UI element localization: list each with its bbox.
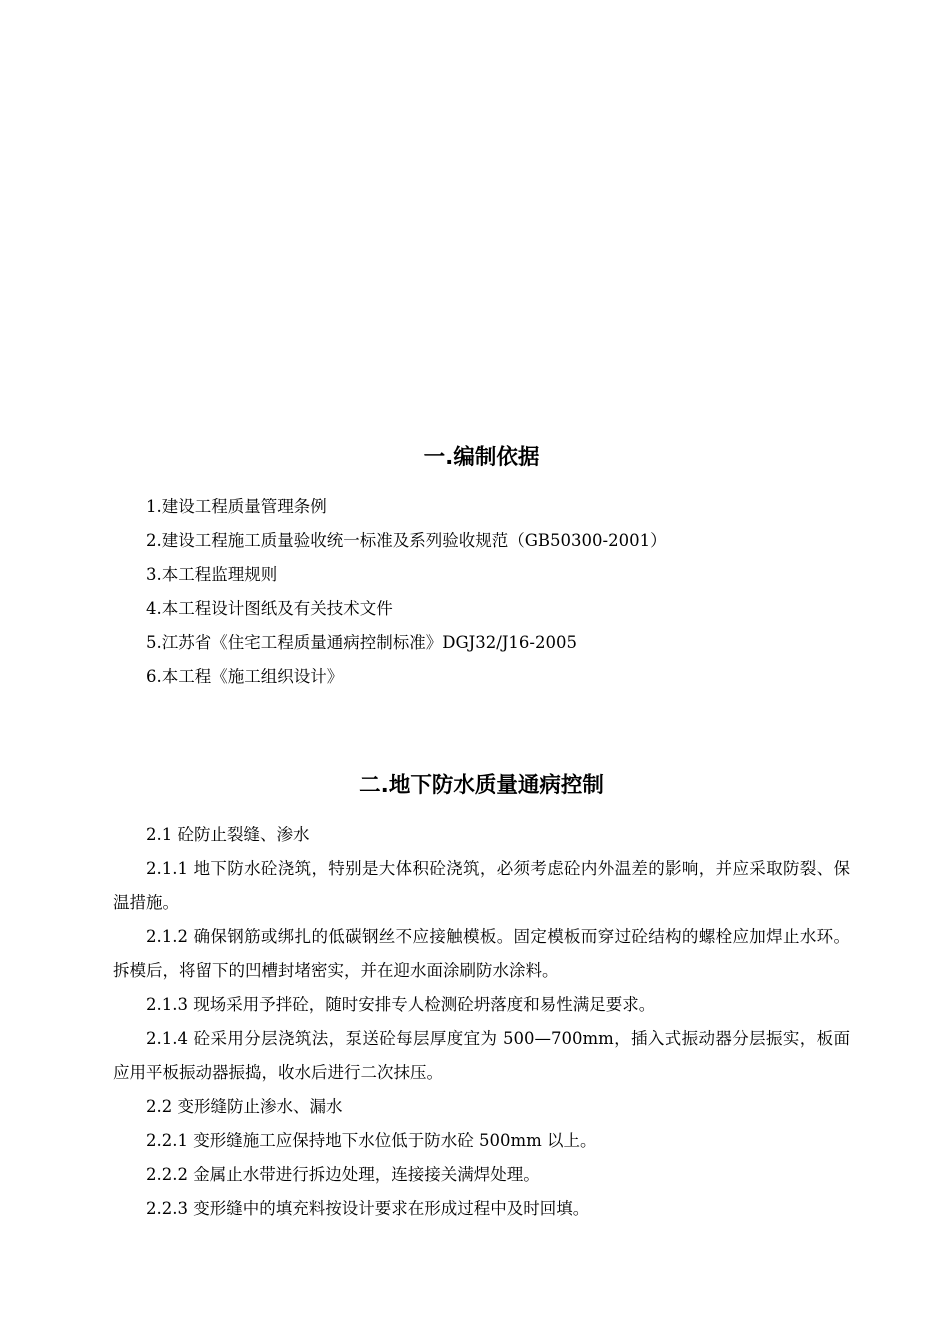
paragraph: 2.2.3 变形缝中的填充料按设计要求在形成过程中及时回填。 (146, 1199, 590, 1218)
paragraph: 2.2.1 变形缝施工应保持地下水位低于防水砼 500mm 以上。 (146, 1131, 597, 1150)
section-body (113, 818, 850, 1226)
list-item: 6.本工程《施工组织设计》 (146, 667, 344, 686)
basis-list (113, 490, 850, 694)
paragraph: 2.1.1 地下防水砼浇筑，特别是大体积砼浇筑，必须考虑砼内外温差的影响，并应采取防裂、保温措施。 (113, 859, 850, 912)
list-item: 1.建设工程质量管理条例 (146, 497, 327, 516)
section-heading: 二.地下防水质量通病控制 (359, 773, 604, 798)
subsection-title: 2.1 砼防止裂缝、渗水 (146, 825, 310, 844)
section-basis (113, 440, 850, 694)
paragraph: 2.1.3 现场采用予拌砼，随时安排专人检测砼坍落度和易性满足要求。 (146, 995, 656, 1014)
paragraph: 2.1.4 砼采用分层浇筑法，泵送砼每层厚度宜为 500—700mm，插入式振动器分层振实，板面应用平板振动器振捣，收水后进行二次抹压。 (113, 1029, 850, 1082)
list-item: 5.江苏省《住宅工程质量通病控制标准》DGJ32/J16-2005 (146, 633, 577, 652)
subsection-title: 2.2 变形缝防止渗水、漏水 (146, 1097, 343, 1116)
section-waterproofing (113, 768, 850, 1226)
paragraph: 2.2.2 金属止水带进行拆边处理，连接接关满焊处理。 (146, 1165, 540, 1184)
list-item: 3.本工程监理规则 (146, 565, 278, 584)
section-heading: 一.编制依据 (423, 445, 540, 470)
list-item: 4.本工程设计图纸及有关技术文件 (146, 599, 393, 618)
paragraph: 2.1.2 确保钢筋或绑扎的低碳钢丝不应接触模板。固定模板而穿过砼结构的螺栓应加焊止水环。拆模后，将留下的凹槽封堵密实，并在迎水面涂刷防水涂料。 (113, 927, 850, 980)
list-item: 2.建设工程施工质量验收统一标准及系列验收规范（GB50300-2001） (146, 531, 667, 550)
